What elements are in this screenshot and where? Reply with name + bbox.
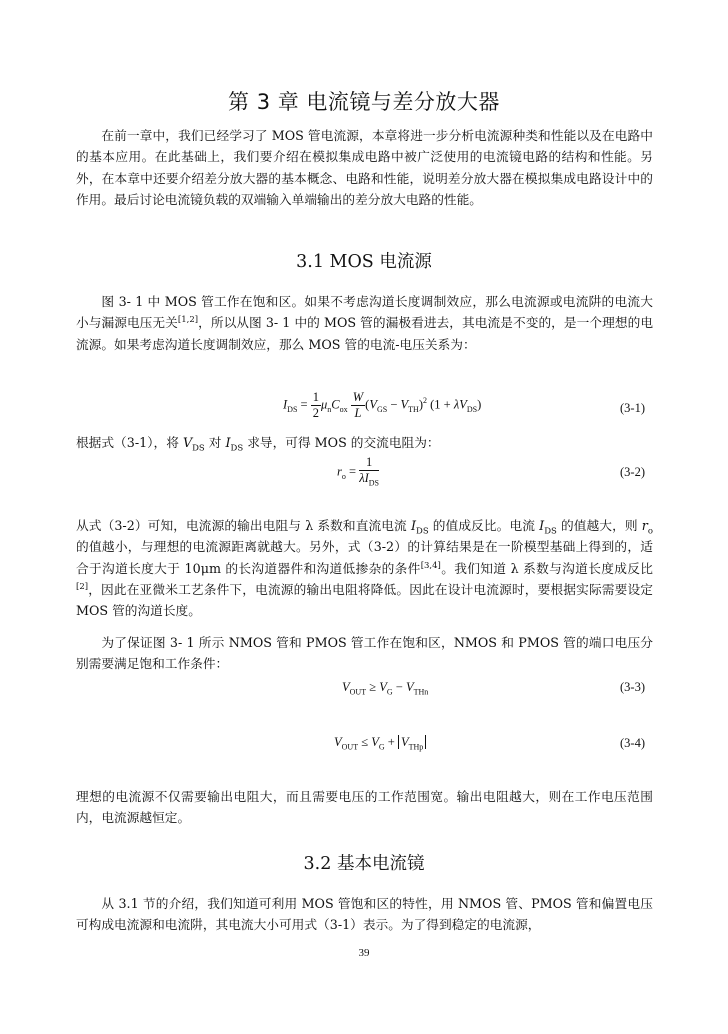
section-3-2-paragraph-1: 从 3.1 节的介绍，我们知道可利用 MOS 管饱和区的特性，用 NMOS 管、PMOS 管和偏置电压可构成电流源和电流阱，其电流大小可用式（3-1）表示。为了得到稳定的电流源， bbox=[76, 896, 653, 933]
equation-3-4: $V_{OUT} \le V_G + V_{THp}$ bbox=[334, 735, 426, 752]
section-title-3-1: 3.1 MOS 电流源 bbox=[296, 252, 432, 272]
section-3-1-paragraph-1: 图 3- 1 中 MOS 管工作在饱和区。如果不考虑沟道长度调制效应，那么电流源或电流阱的电流大小与漏源电压无关[1,2]，所以从图 3- 1 中的 MOS 管的漏极看进去，其电流是不变的，是一个理想的电流源。如果考虑沟道长度调制效应，那么 MOS 管的电流-电压关系为： bbox=[76, 294, 654, 352]
equation-number-3-2: (3-2) bbox=[620, 465, 645, 479]
equation-number-3-3: (3-3) bbox=[620, 680, 645, 694]
equation-3-3: $V_{OUT} \ge V_G - V_{THn}$ bbox=[342, 680, 429, 697]
chapter-title: 第 3 章 电流镜与差分放大器 bbox=[228, 90, 500, 114]
page-number: 39 bbox=[358, 947, 370, 959]
equation-number-3-1: (3-1) bbox=[620, 401, 645, 415]
intro-paragraph: 在前一章中，我们已经学习了 MOS 管电流源，本章将进一步分析电流源种类和性能以及在电路中的基本应用。在此基础上，我们要介绍在模拟集成电路中被广泛使用的电流镜电路的结构和性能。另外，在本章中还要介绍差分放大器的基本概念、电路和性能，说明差分放大器在模拟集成电路设计中的作用。最后讨论电流镜负载的双端输入单端输出的差分放大电路的性能。 bbox=[76, 128, 653, 207]
equation-number-3-4: (3-4) bbox=[620, 736, 645, 750]
section-title-3-2: 3.2 基本电流镜 bbox=[303, 854, 425, 874]
section-3-1-paragraph-5: 理想的电流源不仅需要输出电阻大，而且需要电压的工作范围宽。输出电阻越大，则在工作电压范围内，电流源越恒定。 bbox=[76, 789, 653, 826]
section-3-1-paragraph-4: 为了保证图 3- 1 所示 NMOS 管和 PMOS 管工作在饱和区，NMOS 和 PMOS 管的端口电压分别需要满足饱和工作条件： bbox=[76, 635, 653, 672]
equation-3-1: $I_{DS}$ = $\frac{1}{2}$ $\mu_nC_{ox}$ $\frac{W}{L}$ $(V_{GS} - V_{TH})^2$ $(1 + \lambda V_{DS})$ bbox=[283, 390, 482, 420]
section-3-1-paragraph-3: 从式（3-2）可知，电流源的输出电阻与 λ 系数和直流电流 $I_{DS}$ 的值成反比。电流 $I_{DS}$ 的值越大，则 $r_o$ 的值越小，与理想的电流源距离就越大。另外，式（3-2）的计算结果是在一阶模型基础上得到的，适合于沟道长度大于 10μm 的长沟道器件和沟道低掺杂的条件[3,4]。我们知道 λ 系数与沟道长度成反比[2]，因此在亚微米工艺条件下，电流源的输出电阻将降低。因此在设计电流源时，要根据实际需要设定 MOS 管的沟道长度。 bbox=[76, 518, 653, 619]
section-3-1-paragraph-2: 根据式（3-1），将 $V_{DS}$ 对 $I_{DS}$ 求导，可得 MOS 的交流电阻为： bbox=[76, 435, 440, 454]
equation-3-2: $r_o$ = $\frac{1}{\lambda I_{DS}}$ bbox=[337, 455, 379, 488]
